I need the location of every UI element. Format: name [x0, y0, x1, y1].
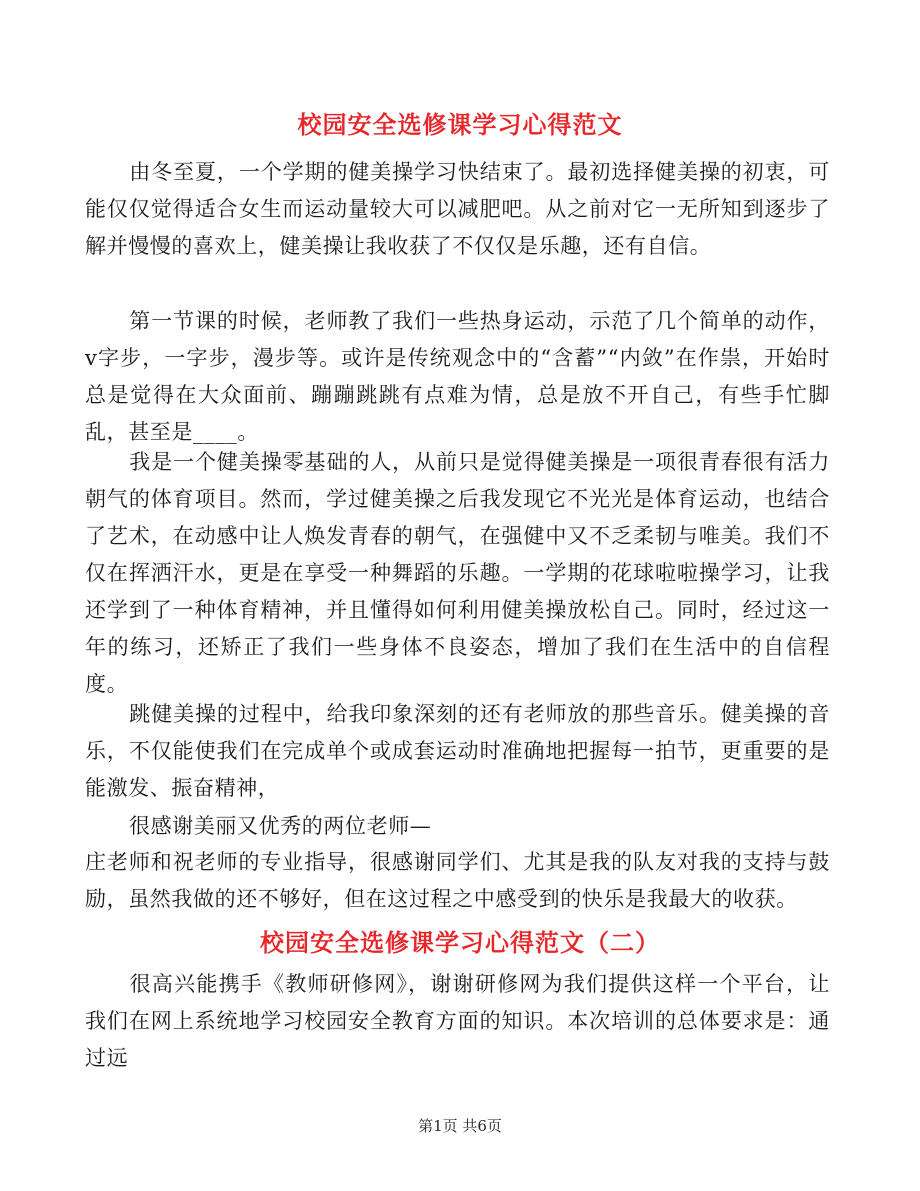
paragraph-text: 很高兴能携手《教师研修网》，谢谢研修网为我们提供这样一个平台，让我们在网上系统地学习校园安全教育方面的知识。本次培训的总体要求是：通过远 — [85, 972, 830, 1070]
paragraph-text: 第一节课的时候，老师教了我们一些热身运动，示范了几个简单的动作，v字步，一字步，漫步等。或许是传统观念中的“含蓄”“内敛”在作祟，开始时总是觉得在大众面前、蹦蹦跳跳有点难为情，总是放不开自己，有些手忙脚乱，甚至是____。 — [85, 309, 830, 444]
paragraph-text: 由冬至夏，一个学期的健美操学习快结束了。最初选择健美操的初衷，可能仅仅觉得适合女生而运动量较大可以减肥吧。从之前对它一无所知到逐步了解并慢慢的喜欢上，健美操让我收获了不仅仅是乐趣，还有自信。 — [85, 160, 830, 258]
paragraph-text: 跳健美操的过程中，给我印象深刻的还有老师放的那些音乐。健美操的音乐，不仅能使我们在完成单个或成套运动时准确地把握每一拍节，更重要的是能激发、振奋精神， — [85, 702, 830, 800]
paragraph — [85, 696, 830, 807]
paragraph — [85, 303, 830, 451]
paragraph — [85, 966, 830, 1077]
paragraph — [85, 444, 830, 703]
section-title: 校园安全选修课学习心得范文（二） — [260, 928, 660, 957]
paragraph — [85, 808, 830, 845]
paragraph-text: 我是一个健美操零基础的人，从前只是觉得健美操是一项很青春很有活力朝气的体育项目。然而，学过健美操之后我发现它不光光是体育运动，也结合了艺术，在动感中让人焕发青春的朝气，在强健中又不乏柔韧与唯美。我们不仅在挥洒汗水，更是在享受一种舞蹈的乐趣。一学期的花球啦啦操学习，让我还学到了一种体育精神，并且懂得如何利用健美操放松自己。同时，经过这一年的练习，还矫正了我们一些身体不良姿态，增加了我们在生活中的自信程度。 — [85, 450, 830, 696]
paragraph — [85, 154, 830, 265]
paragraph-text: 庄老师和祝老师的专业指导，很感谢同学们、尤其是我的队友对我的支持与鼓励，虽然我做的还不够好，但在这过程之中感受到的快乐是我最大的收获。 — [85, 850, 830, 911]
document-title: 校园安全选修课学习心得范文 — [297, 110, 623, 139]
paragraph — [85, 844, 830, 918]
page-footer: 第1页 共6页 — [418, 1117, 502, 1135]
paragraph-text: 很感谢美丽又优秀的两位老师— — [129, 814, 432, 838]
